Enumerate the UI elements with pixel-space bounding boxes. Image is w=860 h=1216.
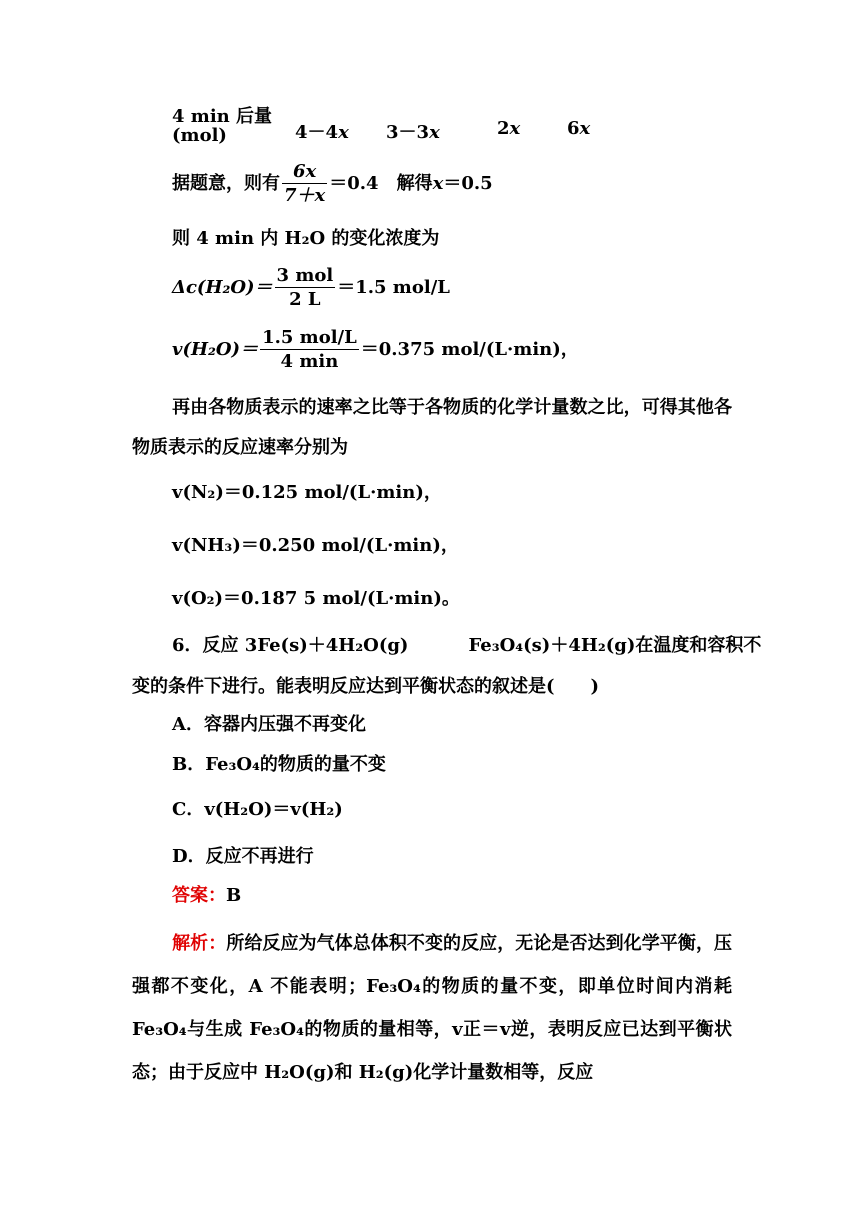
option-c: C．v(H₂O)＝v(H₂) (172, 799, 343, 820)
analysis-text: 所给反应为气体总体积不变的反应，无论是否达到化学平衡，压强都不变化，A 不能表明；Fe₃O₄的物质的量不变，即单位时间内消耗 Fe₃O₄与生成 Fe₃O₄的物质的量相等，v正＝v逆，表明反应已达到平衡状态；由于反应中 H₂O(g)和 H₂(g)化学计量数相等，反应 (132, 933, 733, 1083)
option-b: B．Fe₃O₄的物质的量不变 (172, 754, 386, 775)
option-a: A．容器内压强不再变化 (172, 714, 366, 735)
answer-label: 答案： (172, 885, 226, 906)
analysis-paragraph (132, 922, 732, 1094)
analysis-label: 解析： (172, 933, 227, 954)
fraction-3: $\frac{\text{1.5 mol/L}}{4 \min}$ (262, 327, 357, 372)
equation-3: v(H₂O)＝ $\frac{\text{1.5 mol/L}}{4 \min}$ ＝0.375 mol/(L·min)， (172, 327, 579, 372)
answer-value: B (226, 885, 242, 906)
rate-nh3: v(NH₃)＝0.250 mol/(L·min)， (172, 535, 459, 556)
rate-n2: v(N₂)＝0.125 mol/(L·min)， (172, 482, 442, 503)
concentration-line: 则 4 min 内 H₂O 的变化浓度为 (172, 228, 440, 249)
question-stem-line1: 6．反应 3Fe(s)＋4H₂O(g) Fe₃O₄(s)＋4H₂(g)在温度和容积不 (172, 635, 762, 656)
option-d: D．反应不再进行 (172, 846, 314, 867)
row-value-2: 3－3x (386, 122, 440, 143)
equation-1: 据题意，则有 $\frac{6x}{7+x}$ ＝0.4 解得x＝0.5 (172, 161, 493, 206)
row-label (172, 108, 272, 145)
fraction-2: $\frac{\text{3 mol}}{2 L}$ (276, 265, 334, 310)
row-value-4: 6x (567, 118, 591, 139)
paragraph-rates-intro: 再由各物质表示的速率之比等于各物质的化学计量数之比，可得其他各物质表示的反应速率分别为 (132, 397, 732, 458)
fraction-1: $\frac{6x}{7+x}$ (284, 161, 326, 206)
answer (172, 887, 241, 905)
question-stem-line2: 变的条件下进行。能表明反应达到平衡状态的叙述是( ) (132, 676, 600, 697)
row-label-line1: 4 min 后量 (172, 106, 273, 127)
rate-o2: v(O₂)＝0.187 5 mol/(L·min)。 (172, 588, 460, 609)
row-label-line2: (mol) (172, 125, 227, 146)
row-value-3: 2x (497, 118, 521, 139)
row-value-1: 4－4x (295, 122, 349, 143)
equation-2: Δc(H₂O)＝ $\frac{\text{3 mol}}{2 L}$ ＝1.5 mol/L (172, 265, 450, 310)
